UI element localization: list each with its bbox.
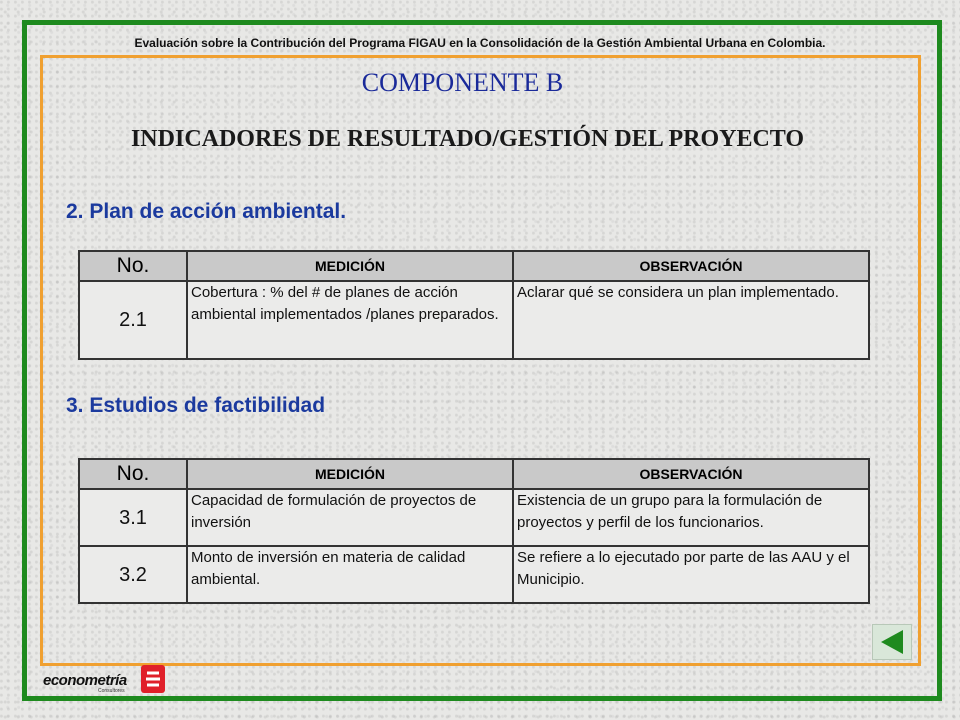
section-3-heading: 3. Estudios de factibilidad — [66, 394, 326, 417]
column-header-no: No. — [79, 459, 187, 489]
table-row — [79, 281, 869, 359]
column-header-medicion: MEDICIÓN — [187, 459, 513, 489]
table-section-3 — [78, 458, 870, 604]
header-note: Evaluación sobre la Contribución del Programa FIGAU en la Consolidación de la Gestión Ambiental Urbana en Colombia. — [134, 36, 826, 50]
cell-observacion: Existencia de un grupo para la formulación de proyectos y perfil de los funcionarios. — [513, 489, 869, 546]
cell-medicion: Monto de inversión en materia de calidad ambiental. — [187, 546, 513, 603]
column-header-observacion: OBSERVACIÓN — [513, 459, 869, 489]
cell-no: 3.1 — [79, 489, 187, 546]
table-header-row — [79, 459, 869, 489]
logo-text: econometría — [43, 672, 127, 689]
table-section-2 — [78, 250, 870, 360]
logo-e-mark — [140, 664, 166, 694]
cell-observacion: Se refiere a lo ejecutado por parte de las AAU y el Municipio. — [513, 546, 869, 603]
cell-no: 3.2 — [79, 546, 187, 603]
column-header-medicion: MEDICIÓN — [187, 251, 513, 281]
section-2-heading: 2. Plan de acción ambiental. — [66, 200, 347, 223]
column-header-no: No. — [79, 251, 187, 281]
triangle-left-icon — [873, 625, 911, 659]
cell-no: 2.1 — [79, 281, 187, 359]
cell-observacion: Aclarar qué se considera un plan implementado. — [513, 281, 869, 359]
table-row — [79, 489, 869, 546]
main-title: INDICADORES DE RESULTADO/GESTIÓN DEL PROYECTO — [130, 126, 805, 152]
component-title: COMPONENTE B — [361, 68, 564, 97]
cell-medicion: Capacidad de formulación de proyectos de inversión — [187, 489, 513, 546]
table-row — [79, 546, 869, 603]
previous-slide-button[interactable] — [872, 624, 912, 660]
column-header-observacion: OBSERVACIÓN — [513, 251, 869, 281]
logo-subtitle: Consultores — [98, 688, 125, 694]
econometria-logo — [43, 664, 168, 694]
cell-medicion: Cobertura : % del # de planes de acción ambiental implementados /planes preparados. — [187, 281, 513, 359]
table-header-row — [79, 251, 869, 281]
